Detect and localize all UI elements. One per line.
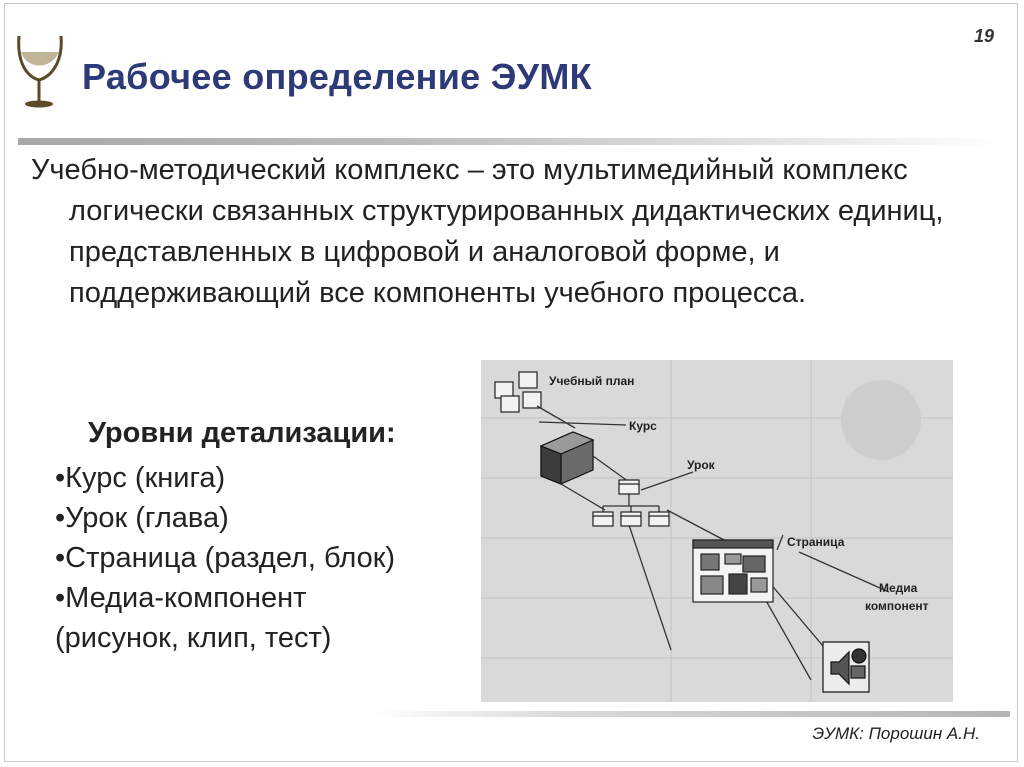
footer-author: ЭУМК: Порошин А.Н. (812, 724, 980, 743)
lesson-tree-icon (593, 480, 669, 526)
label-plan: Учебный план (549, 374, 635, 388)
slide-title: Рабочее определение ЭУМК (82, 56, 592, 97)
page-number: 19 (973, 26, 994, 46)
footer-divider (370, 711, 1010, 717)
label-media-line2: компонент (865, 599, 929, 613)
list-item: •Курс (книга) (55, 462, 226, 494)
definition-paragraph: Учебно-методический комплекс – это мультимедийный комплекс логически связанных структурированных дидактических единиц, представленных в цифровой и аналоговой форме, и поддерживающий все компоненты учебного процесса. (31, 154, 944, 309)
wine-glass-logo-icon (13, 30, 68, 112)
levels-heading: Уровни детализации: (88, 417, 396, 449)
course-cube-icon (541, 432, 593, 484)
label-page: Страница (787, 535, 845, 549)
curriculum-cubes-icon (495, 372, 541, 412)
page-window-icon (693, 540, 773, 602)
hierarchy-diagram-photo (481, 360, 953, 702)
list-item: (рисунок, клип, тест) (55, 622, 332, 654)
levels-list (55, 458, 395, 658)
media-speaker-icon (823, 642, 869, 692)
list-item: •Медиа-компонент (55, 582, 307, 614)
list-item: •Страница (раздел, блок) (55, 542, 396, 574)
label-lesson: Урок (687, 458, 715, 472)
title-divider (18, 138, 1008, 145)
label-course: Курс (629, 419, 657, 433)
list-item: •Урок (глава) (55, 502, 229, 534)
label-media-line1: Медиа (879, 581, 918, 595)
